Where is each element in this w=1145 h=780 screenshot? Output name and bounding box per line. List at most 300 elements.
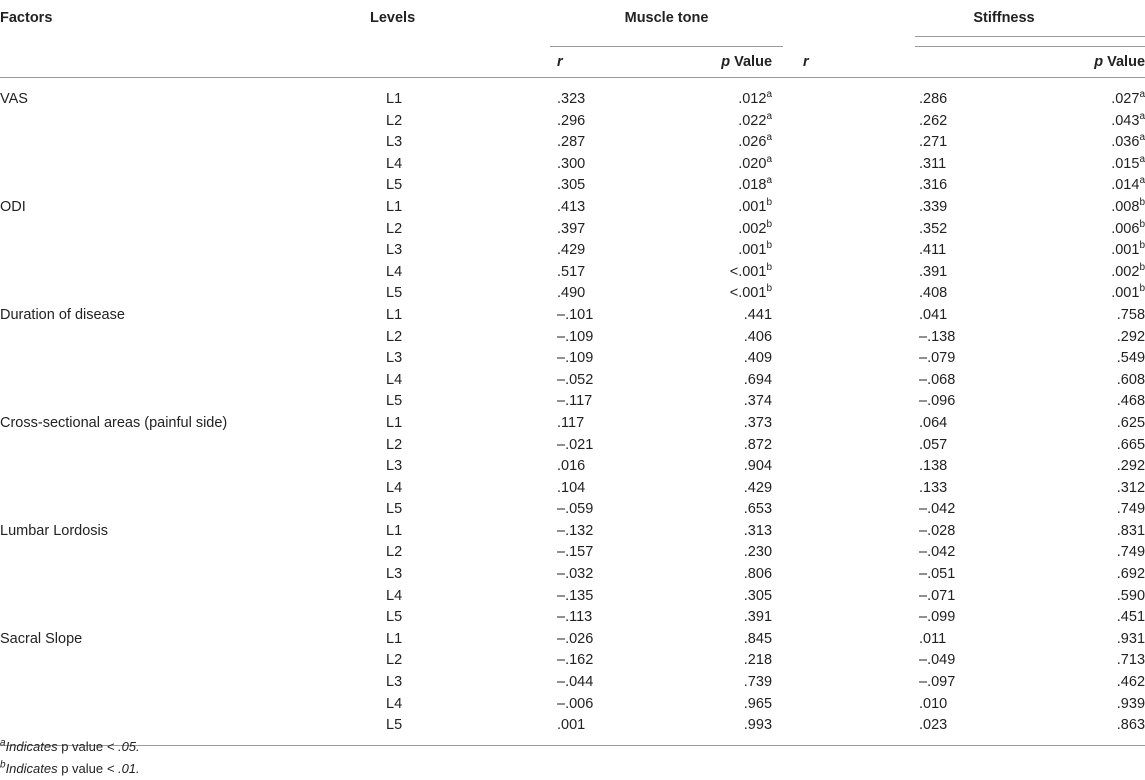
stiffness-p-cell-value: .462	[1116, 674, 1145, 691]
muscle-tone-r-cell-value: –.109	[557, 350, 594, 367]
stiffness-r-cell	[783, 694, 948, 716]
level-cell-value: L1	[386, 198, 403, 215]
muscle-tone-p-cell	[663, 586, 783, 608]
muscle-tone-r-cell	[550, 348, 663, 370]
muscle-tone-r-cell	[550, 694, 663, 716]
muscle-tone-header	[550, 0, 783, 47]
muscle-tone-r-cell-value: –.026	[557, 630, 594, 647]
level-cell	[370, 650, 550, 672]
factors-header: Factors	[0, 10, 53, 26]
stiffness-r-cell-value: .352	[919, 220, 948, 237]
level-cell	[370, 154, 550, 176]
factor-cell	[0, 391, 370, 413]
muscle-tone-r-cell	[550, 111, 663, 133]
factor-cell	[0, 348, 370, 370]
muscle-tone-r-cell-value: .323	[557, 91, 586, 107]
muscle-tone-p-cell-value: .406	[743, 328, 773, 345]
stiffness-r-cell-value: .408	[919, 285, 948, 302]
muscle-tone-r-cell-value: –.059	[557, 501, 594, 518]
muscle-tone-p-cell	[663, 78, 783, 111]
table-row	[0, 435, 1145, 457]
stiffness-p-cell-value: .758	[1116, 306, 1145, 323]
table-row	[0, 348, 1145, 370]
muscle-tone-p-cell	[663, 175, 783, 197]
factor-cell	[0, 132, 370, 154]
footnote-marker: a	[0, 737, 6, 749]
factor-cell	[0, 262, 370, 284]
mt-r-header	[550, 47, 663, 78]
factor-cell	[0, 111, 370, 133]
factor-cell-value: Duration of disease	[0, 306, 125, 323]
muscle-tone-r-cell-value: –.109	[557, 328, 594, 345]
stiffness-r-cell	[783, 154, 947, 176]
stiffness-p-cell	[915, 478, 1145, 500]
level-cell	[370, 391, 550, 413]
muscle-tone-r-cell-value: .104	[557, 479, 586, 496]
factor-cell	[0, 197, 370, 219]
muscle-tone-r-cell-value: .413	[557, 198, 586, 215]
table-row	[0, 499, 1145, 521]
muscle-tone-p-cell	[663, 348, 783, 370]
stiffness-p-cell	[915, 111, 1145, 133]
table-row	[0, 175, 1145, 197]
muscle-tone-p-cell-value: .012	[738, 91, 767, 107]
factor-cell-value: ODI	[0, 198, 26, 215]
muscle-tone-r-cell	[550, 305, 663, 327]
stiffness-r-cell	[783, 78, 948, 111]
level-cell	[370, 478, 550, 500]
stiffness-p-cell-value: .692	[1116, 566, 1145, 583]
level-cell-value: L2	[386, 220, 403, 237]
level-cell-value: L1	[386, 91, 403, 107]
muscle-tone-p-cell	[663, 391, 783, 413]
stiffness-p-cell-value: .001	[1111, 285, 1140, 302]
footnote	[0, 736, 140, 758]
level-cell-value: L2	[386, 112, 403, 129]
stiffness-p-cell-value: .665	[1116, 436, 1145, 453]
level-cell-value: L4	[386, 371, 403, 388]
muscle-tone-r-cell	[550, 650, 663, 672]
muscle-tone-p-cell-value: .739	[743, 674, 773, 691]
stiffness-r-cell-value: –.138	[919, 328, 956, 345]
table-row	[0, 694, 1145, 716]
stiffness-r-cell-value: .391	[919, 263, 948, 280]
stiffness-r-cell-value: –.099	[919, 609, 956, 626]
st-p-header	[803, 47, 1145, 78]
stiffness-p-cell	[915, 175, 1145, 197]
table-row	[0, 327, 1145, 349]
level-cell-value: L5	[386, 609, 403, 626]
level-cell-value: L3	[386, 566, 403, 583]
table-row	[0, 262, 1145, 284]
table-row	[0, 586, 1145, 608]
muscle-tone-p-cell	[663, 327, 783, 349]
stiffness-r-cell	[783, 629, 947, 651]
footnote-marker: a	[766, 110, 773, 122]
levels-header: Levels	[370, 10, 416, 26]
factor-cell-value: VAS	[0, 91, 28, 107]
muscle-tone-p-cell-value: .230	[743, 544, 773, 561]
muscle-tone-r-cell-value: .016	[557, 458, 586, 475]
subheader-spacer	[370, 47, 550, 78]
level-cell	[370, 305, 550, 327]
stiffness-r-cell-value: –.097	[919, 674, 956, 691]
stiffness-p-cell	[915, 413, 1145, 435]
table-row	[0, 542, 1145, 564]
stiffness-p-cell	[915, 262, 1145, 284]
stiffness-p-cell	[915, 154, 1145, 176]
muscle-tone-p-cell	[663, 564, 783, 586]
level-cell-value: L2	[386, 544, 403, 561]
level-cell-value: L2	[386, 652, 403, 669]
stiffness-p-cell-value: .001	[1111, 242, 1140, 259]
level-cell	[370, 132, 550, 154]
factor-cell	[0, 478, 370, 500]
factor-cell	[0, 154, 370, 176]
muscle-tone-p-cell-value: .993	[743, 717, 773, 734]
level-cell	[370, 607, 550, 629]
muscle-tone-r-cell	[550, 197, 663, 219]
muscle-tone-p-cell	[663, 283, 783, 305]
level-cell-value: L1	[386, 630, 403, 647]
footnote-marker: b	[766, 197, 773, 209]
stiffness-r-cell-value: .316	[919, 177, 948, 194]
level-cell	[370, 111, 550, 133]
muscle-tone-p-cell-value: .373	[743, 414, 773, 431]
muscle-tone-p-cell-value: .845	[743, 630, 773, 647]
muscle-tone-p-cell-value: .001	[738, 198, 767, 215]
stiffness-r-cell	[783, 607, 956, 629]
muscle-tone-r-cell	[550, 456, 663, 478]
footnote	[0, 758, 140, 780]
stiffness-r-cell-value: .262	[919, 112, 948, 129]
stiffness-r-cell-value: .286	[919, 91, 948, 107]
factor-cell	[0, 521, 370, 543]
stiffness-r-cell	[783, 175, 948, 197]
level-cell-value: L4	[386, 695, 403, 712]
factor-cell	[0, 629, 370, 651]
level-cell-value: L5	[386, 717, 403, 734]
stiffness-r-cell	[783, 478, 948, 500]
muscle-tone-p-cell-value: .002	[738, 220, 767, 237]
table-row	[0, 478, 1145, 500]
muscle-tone-p-cell	[663, 607, 783, 629]
muscle-tone-p-cell	[663, 240, 783, 262]
stiffness-p-cell	[915, 132, 1145, 154]
footnote-marker: a	[766, 89, 773, 101]
stiffness-p-cell-value: .002	[1111, 263, 1140, 280]
footnote-marker: b	[1139, 261, 1145, 273]
stiffness-p-cell-value: .608	[1116, 371, 1145, 388]
stiffness-p-cell	[915, 240, 1145, 262]
level-cell-value: L4	[386, 587, 403, 604]
stiffness-header	[783, 0, 1145, 47]
stiffness-p-cell-value: .625	[1116, 414, 1145, 431]
level-cell-value: L2	[386, 328, 403, 345]
footnote-text: Indicates	[5, 739, 62, 754]
muscle-tone-r-cell-value: .287	[557, 134, 586, 151]
stiffness-r-cell-value: .339	[919, 198, 948, 215]
stiffness-p-cell	[915, 219, 1145, 241]
stiffness-r-cell-value: –.028	[919, 522, 956, 539]
muscle-tone-p-cell	[663, 521, 783, 543]
table-body	[0, 78, 1145, 746]
stiffness-r-cell-value: –.068	[919, 371, 956, 388]
stiffness-p-cell-value: .749	[1116, 544, 1145, 561]
muscle-tone-r-cell-value: –.101	[557, 306, 594, 323]
stiffness-p-cell-value: .749	[1116, 501, 1145, 518]
muscle-tone-p-cell	[663, 132, 783, 154]
stiffness-r-cell	[783, 586, 956, 608]
stiffness-r-cell-value: .271	[919, 134, 948, 151]
level-cell	[370, 262, 550, 284]
table-row	[0, 564, 1145, 586]
level-cell-value: L3	[386, 458, 403, 475]
level-cell	[370, 327, 550, 349]
footnote-marker: a	[766, 132, 773, 144]
level-cell	[370, 370, 550, 392]
stiffness-p-cell	[915, 694, 1145, 716]
stiffness-r-cell-value: .311	[919, 155, 947, 172]
footnote-marker: b	[1139, 197, 1145, 209]
factor-cell	[0, 650, 370, 672]
muscle-tone-r-cell	[550, 586, 663, 608]
muscle-tone-p-cell-value: .022	[738, 112, 767, 129]
muscle-tone-p-cell-value: .020	[738, 155, 767, 172]
stiffness-p-cell	[915, 78, 1145, 111]
muscle-tone-label: Muscle tone	[624, 10, 709, 26]
table-row	[0, 132, 1145, 154]
muscle-tone-p-cell-value: .391	[743, 609, 773, 626]
footnote-marker: b	[766, 240, 773, 252]
factor-cell	[0, 435, 370, 457]
muscle-tone-p-cell	[663, 305, 783, 327]
level-cell	[370, 175, 550, 197]
st-r-label-wrap	[803, 54, 809, 70]
muscle-tone-p-cell	[663, 672, 783, 694]
table-row	[0, 456, 1145, 478]
factor-cell	[0, 564, 370, 586]
level-cell	[370, 435, 550, 457]
value-label: Value	[730, 54, 773, 70]
level-cell-value: L5	[386, 285, 403, 302]
stiffness-r-cell	[783, 262, 948, 284]
factor-cell-value: Cross-sectional areas (painful side)	[0, 414, 228, 431]
muscle-tone-p-cell-value: .374	[743, 393, 773, 410]
stiffness-p-cell-value: .939	[1116, 695, 1145, 712]
stiffness-r-cell-value: .064	[919, 414, 948, 431]
stiffness-r-cell-value: –.051	[919, 566, 956, 583]
stiffness-r-cell-value: .023	[919, 717, 948, 734]
stiffness-r-cell	[783, 283, 948, 305]
p-label: p	[721, 54, 731, 70]
table-row	[0, 154, 1145, 176]
footnote-marker: b	[766, 283, 773, 295]
level-cell	[370, 629, 550, 651]
stiffness-label: Stiffness	[973, 10, 1035, 26]
stiffness-p-cell-value: .292	[1116, 458, 1145, 475]
muscle-tone-r-cell	[550, 629, 663, 651]
muscle-tone-r-cell	[550, 564, 663, 586]
muscle-tone-r-cell-value: –.135	[557, 587, 594, 604]
muscle-tone-p-cell	[663, 715, 783, 745]
factor-cell	[0, 586, 370, 608]
muscle-tone-p-cell	[663, 197, 783, 219]
table-notes	[0, 736, 140, 780]
muscle-tone-r-cell	[550, 499, 663, 521]
level-cell-value: L4	[386, 263, 403, 280]
muscle-tone-r-cell-value: –.157	[557, 544, 594, 561]
table-row	[0, 391, 1145, 413]
muscle-tone-r-cell-value: –.117	[557, 393, 593, 410]
muscle-tone-p-cell	[663, 650, 783, 672]
level-cell	[370, 348, 550, 370]
stiffness-r-cell	[783, 672, 956, 694]
footnote-threshold: < .05.	[103, 739, 140, 754]
muscle-tone-r-cell	[550, 262, 663, 284]
footnote-marker: b	[766, 218, 773, 230]
stiffness-p-cell	[915, 305, 1145, 327]
muscle-tone-p-cell	[663, 262, 783, 284]
level-cell-value: L3	[386, 242, 403, 259]
footnote-marker: b	[1139, 240, 1145, 252]
level-cell	[370, 672, 550, 694]
muscle-tone-r-cell	[550, 327, 663, 349]
level-cell	[370, 521, 550, 543]
footnote-pvalue: p value	[61, 761, 104, 776]
table-row	[0, 78, 1145, 111]
footnote-marker: a	[766, 175, 773, 187]
muscle-tone-p-cell	[663, 219, 783, 241]
level-cell	[370, 413, 550, 435]
stiffness-r-cell	[783, 327, 956, 349]
muscle-tone-p-cell-value: <.001	[729, 285, 767, 302]
muscle-tone-r-cell-value: –.021	[557, 436, 594, 453]
stiffness-r-cell	[783, 456, 948, 478]
stiffness-r-cell	[783, 219, 948, 241]
muscle-tone-r-cell	[550, 240, 663, 262]
muscle-tone-r-cell-value: –.052	[557, 371, 594, 388]
muscle-tone-p-cell-value: .429	[743, 479, 773, 496]
footnote-marker: a	[1139, 175, 1145, 187]
stiffness-p-cell-value: .468	[1116, 393, 1145, 410]
stiffness-p-cell-value: .027	[1111, 91, 1140, 107]
stiffness-r-cell-value: .057	[919, 436, 948, 453]
footnote-threshold: < .01.	[103, 761, 140, 776]
value-label: Value	[1103, 54, 1145, 70]
footnote-marker: a	[1139, 110, 1145, 122]
footnote-marker: a	[1139, 89, 1145, 101]
stiffness-r-cell-value: .011	[919, 630, 947, 647]
level-cell	[370, 78, 550, 111]
factor-cell	[0, 240, 370, 262]
muscle-tone-p-cell	[663, 435, 783, 457]
factor-cell	[0, 499, 370, 521]
muscle-tone-r-cell-value: .429	[557, 242, 586, 259]
stiffness-r-cell	[783, 132, 948, 154]
subheader-spacer	[0, 47, 370, 78]
stiffness-r-cell-value: .411	[919, 242, 947, 259]
muscle-tone-p-cell-value: .026	[738, 134, 767, 151]
factor-cell	[0, 542, 370, 564]
stiffness-r-cell-value: –.049	[919, 652, 956, 669]
stiffness-p-cell-value: .292	[1116, 328, 1145, 345]
factor-cell	[0, 305, 370, 327]
factor-cell	[0, 283, 370, 305]
level-cell-value: L3	[386, 134, 403, 151]
muscle-tone-r-cell	[550, 154, 663, 176]
muscle-tone-r-cell	[550, 132, 663, 154]
muscle-tone-r-cell	[550, 219, 663, 241]
factor-cell	[0, 672, 370, 694]
level-cell	[370, 283, 550, 305]
muscle-tone-r-cell-value: .117	[557, 414, 585, 431]
table-row	[0, 715, 1145, 745]
muscle-tone-p-cell	[663, 542, 783, 564]
level-cell	[370, 564, 550, 586]
muscle-tone-r-cell	[550, 413, 663, 435]
table-row	[0, 219, 1145, 241]
stiffness-r-cell-value: –.071	[919, 587, 956, 604]
footnote-marker: a	[766, 153, 773, 165]
footnote-marker: b	[1139, 283, 1145, 295]
factor-cell	[0, 456, 370, 478]
muscle-tone-p-cell-value: .441	[743, 306, 773, 323]
stiffness-r-cell-value: .041	[919, 306, 948, 323]
muscle-tone-p-cell-value: .001	[738, 242, 767, 259]
factor-cell-value: Lumbar Lordosis	[0, 522, 108, 539]
muscle-tone-p-cell	[663, 370, 783, 392]
muscle-tone-r-cell	[550, 78, 663, 111]
stiffness-p-cell-value: .312	[1116, 479, 1145, 496]
table-row	[0, 521, 1145, 543]
stiffness-p-cell-value: .451	[1116, 609, 1145, 626]
stiffness-p-cell-value: .015	[1111, 155, 1140, 172]
stiffness-r-cell	[783, 564, 956, 586]
muscle-tone-p-cell-value: <.001	[729, 263, 767, 280]
muscle-tone-p-cell	[663, 478, 783, 500]
level-cell	[370, 240, 550, 262]
factor-cell	[0, 413, 370, 435]
stiffness-p-cell-value: .008	[1111, 198, 1140, 215]
level-cell	[370, 219, 550, 241]
r-label: r	[803, 54, 809, 70]
stiffness-p-cell-value: .014	[1111, 177, 1140, 194]
level-cell	[370, 499, 550, 521]
mt-p-header	[663, 47, 783, 78]
table-row	[0, 629, 1145, 651]
muscle-tone-p-cell-value: .409	[743, 350, 773, 367]
table-row	[0, 370, 1145, 392]
footnote-text: Indicates	[5, 761, 62, 776]
stiffness-p-cell	[915, 456, 1145, 478]
stiffness-r-cell	[783, 391, 956, 413]
level-cell-value: L2	[386, 436, 403, 453]
muscle-tone-p-cell-value: .653	[743, 501, 773, 518]
footnote-marker: a	[1139, 132, 1145, 144]
factor-cell	[0, 175, 370, 197]
stiffness-p-cell-value: .043	[1111, 112, 1140, 129]
stiffness-r-cell	[783, 240, 947, 262]
level-cell	[370, 715, 550, 745]
muscle-tone-p-cell-value: .305	[743, 587, 773, 604]
stiffness-p-cell	[915, 197, 1145, 219]
stiffness-r-cell	[783, 413, 948, 435]
table-row	[0, 240, 1145, 262]
muscle-tone-p-cell-value: .806	[743, 566, 773, 583]
muscle-tone-r-cell	[550, 435, 663, 457]
stiffness-r-cell	[783, 521, 956, 543]
